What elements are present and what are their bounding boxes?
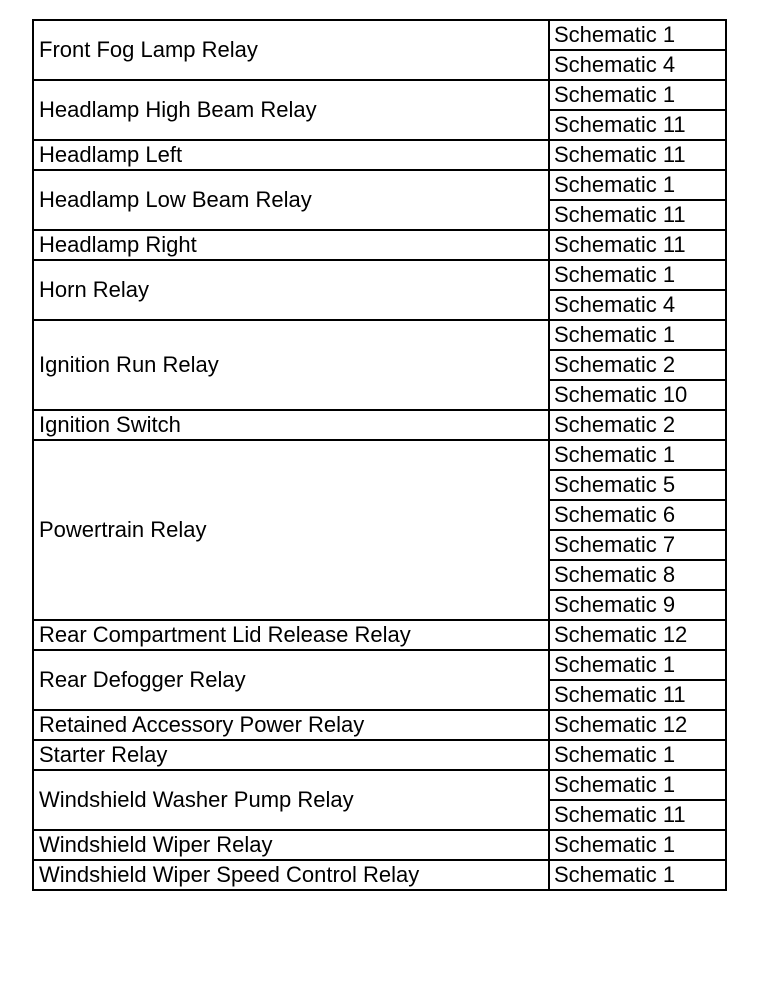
schematic-reference-cell: Schematic 11 — [549, 110, 726, 140]
table-row — [33, 620, 726, 650]
table-row — [33, 770, 726, 800]
schematic-reference-cell: Schematic 12 — [549, 620, 726, 650]
schematic-reference-cell: Schematic 1 — [549, 20, 726, 50]
schematic-reference-cell: Schematic 10 — [549, 380, 726, 410]
table-row — [33, 440, 726, 470]
schematic-reference-cell: Schematic 1 — [549, 770, 726, 800]
component-name-cell: Headlamp High Beam Relay — [33, 80, 549, 140]
component-name-cell: Windshield Washer Pump Relay — [33, 770, 549, 830]
table-row — [33, 830, 726, 860]
relay-index-table — [32, 19, 727, 891]
component-name-cell: Headlamp Right — [33, 230, 549, 260]
table-row — [33, 260, 726, 290]
schematic-reference-cell: Schematic 2 — [549, 410, 726, 440]
component-name-cell: Horn Relay — [33, 260, 549, 320]
component-name-cell: Powertrain Relay — [33, 440, 549, 620]
schematic-reference-cell: Schematic 4 — [549, 50, 726, 80]
component-name-cell: Headlamp Low Beam Relay — [33, 170, 549, 230]
table-row — [33, 860, 726, 890]
schematic-reference-cell: Schematic 1 — [549, 860, 726, 890]
schematic-reference-cell: Schematic 11 — [549, 140, 726, 170]
schematic-reference-cell: Schematic 11 — [549, 230, 726, 260]
component-name-cell: Windshield Wiper Speed Control Relay — [33, 860, 549, 890]
table-row — [33, 140, 726, 170]
component-name-cell: Ignition Run Relay — [33, 320, 549, 410]
schematic-reference-cell: Schematic 1 — [549, 740, 726, 770]
component-name-cell: Windshield Wiper Relay — [33, 830, 549, 860]
relay-schematic-index — [32, 19, 727, 891]
schematic-reference-cell: Schematic 6 — [549, 500, 726, 530]
table-row — [33, 230, 726, 260]
schematic-reference-cell: Schematic 7 — [549, 530, 726, 560]
table-row — [33, 650, 726, 680]
schematic-reference-cell: Schematic 5 — [549, 470, 726, 500]
schematic-reference-cell: Schematic 2 — [549, 350, 726, 380]
schematic-reference-cell: Schematic 1 — [549, 650, 726, 680]
table-row — [33, 320, 726, 350]
schematic-reference-cell: Schematic 11 — [549, 800, 726, 830]
schematic-reference-cell: Schematic 1 — [549, 260, 726, 290]
component-name-cell: Retained Accessory Power Relay — [33, 710, 549, 740]
table-row — [33, 80, 726, 110]
component-name-cell: Front Fog Lamp Relay — [33, 20, 549, 80]
component-name-cell: Starter Relay — [33, 740, 549, 770]
schematic-reference-cell: Schematic 12 — [549, 710, 726, 740]
component-name-cell: Rear Compartment Lid Release Relay — [33, 620, 549, 650]
table-row — [33, 170, 726, 200]
table-row — [33, 710, 726, 740]
table-row — [33, 20, 726, 50]
component-name-cell: Headlamp Left — [33, 140, 549, 170]
schematic-reference-cell: Schematic 4 — [549, 290, 726, 320]
table-row — [33, 740, 726, 770]
schematic-reference-cell: Schematic 1 — [549, 170, 726, 200]
table-row — [33, 410, 726, 440]
component-name-cell: Ignition Switch — [33, 410, 549, 440]
schematic-reference-cell: Schematic 1 — [549, 830, 726, 860]
schematic-reference-cell: Schematic 1 — [549, 440, 726, 470]
schematic-reference-cell: Schematic 11 — [549, 200, 726, 230]
schematic-reference-cell: Schematic 9 — [549, 590, 726, 620]
schematic-reference-cell: Schematic 1 — [549, 80, 726, 110]
relay-index-body — [33, 20, 726, 890]
component-name-cell: Rear Defogger Relay — [33, 650, 549, 710]
schematic-reference-cell: Schematic 8 — [549, 560, 726, 590]
schematic-reference-cell: Schematic 1 — [549, 320, 726, 350]
schematic-reference-cell: Schematic 11 — [549, 680, 726, 710]
